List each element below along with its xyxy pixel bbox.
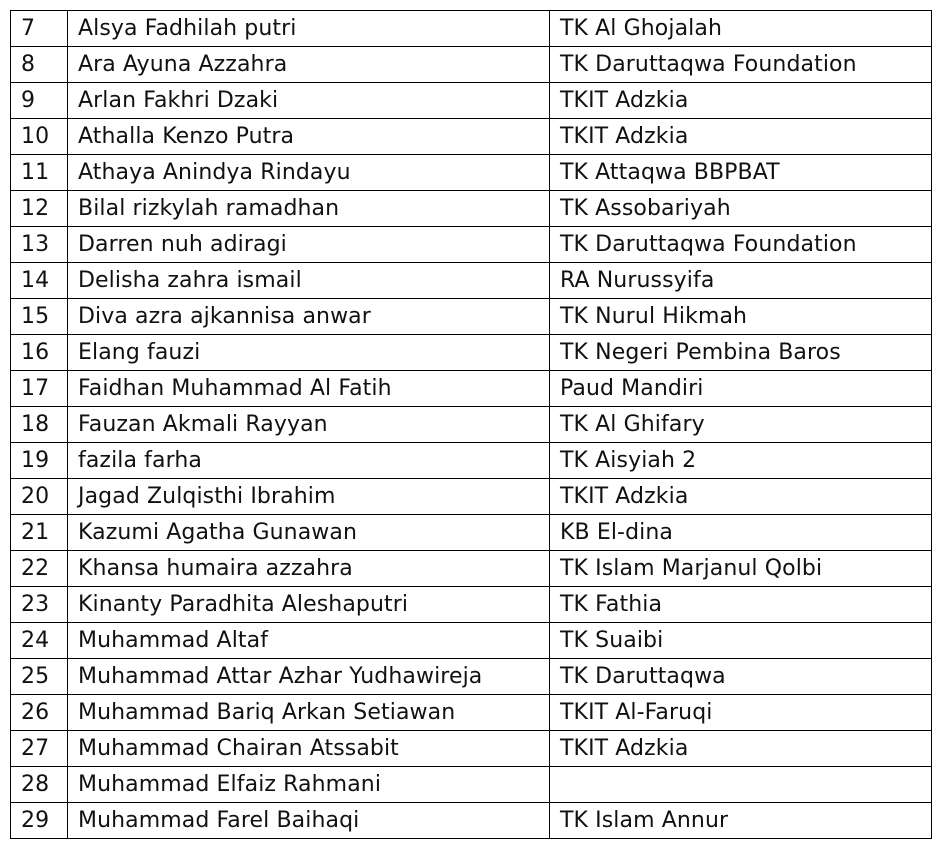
table-row: [11, 767, 932, 803]
participant-name: Kinanty Paradhita Aleshaputri: [68, 587, 550, 623]
school-name: TK Daruttaqwa Foundation: [550, 47, 932, 83]
participant-name: Darren nuh adiragi: [68, 227, 550, 263]
participant-name: Muhammad Farel Baihaqi: [68, 803, 550, 839]
school-name: TK Negeri Pembina Baros: [550, 335, 932, 371]
table-row: [11, 407, 932, 443]
row-number: 14: [11, 263, 68, 299]
table-row: [11, 731, 932, 767]
table-row: [11, 659, 932, 695]
school-name: TK Fathia: [550, 587, 932, 623]
participant-name: Bilal rizkylah ramadhan: [68, 191, 550, 227]
row-number: 19: [11, 443, 68, 479]
table-row: [11, 515, 932, 551]
school-name: TK Daruttaqwa Foundation: [550, 227, 932, 263]
participant-name: Kazumi Agatha Gunawan: [68, 515, 550, 551]
participant-name: Khansa humaira azzahra: [68, 551, 550, 587]
participant-name: Muhammad Attar Azhar Yudhawireja: [68, 659, 550, 695]
row-number: 20: [11, 479, 68, 515]
row-number: 8: [11, 47, 68, 83]
participant-name: Alsya Fadhilah putri: [68, 11, 550, 47]
row-number: 22: [11, 551, 68, 587]
school-name: TK Al Ghojalah: [550, 11, 932, 47]
table-row: [11, 299, 932, 335]
row-number: 26: [11, 695, 68, 731]
table-row: [11, 443, 932, 479]
table-row: [11, 155, 932, 191]
row-number: 17: [11, 371, 68, 407]
school-name: TKIT Adzkia: [550, 479, 932, 515]
row-number: 7: [11, 11, 68, 47]
school-name: [550, 767, 932, 803]
school-name: TK Al Ghifary: [550, 407, 932, 443]
school-name: TK Assobariyah: [550, 191, 932, 227]
row-number: 13: [11, 227, 68, 263]
table-row: [11, 551, 932, 587]
participant-name: Diva azra ajkannisa anwar: [68, 299, 550, 335]
row-number: 29: [11, 803, 68, 839]
school-name: TK Aisyiah 2: [550, 443, 932, 479]
participant-name: Muhammad Chairan Atssabit: [68, 731, 550, 767]
row-number: 16: [11, 335, 68, 371]
row-number: 15: [11, 299, 68, 335]
school-name: RA Nurussyifa: [550, 263, 932, 299]
school-name: TK Islam Marjanul Qolbi: [550, 551, 932, 587]
table-row: [11, 191, 932, 227]
school-name: TK Attaqwa BBPBAT: [550, 155, 932, 191]
row-number: 24: [11, 623, 68, 659]
school-name: TKIT Adzkia: [550, 83, 932, 119]
row-number: 12: [11, 191, 68, 227]
participant-name: Muhammad Altaf: [68, 623, 550, 659]
table-row: [11, 11, 932, 47]
row-number: 10: [11, 119, 68, 155]
school-name: TK Nurul Hikmah: [550, 299, 932, 335]
school-name: TK Islam Annur: [550, 803, 932, 839]
school-name: Paud Mandiri: [550, 371, 932, 407]
table-row: [11, 227, 932, 263]
school-name: TKIT Adzkia: [550, 731, 932, 767]
participant-name: Fauzan Akmali Rayyan: [68, 407, 550, 443]
participant-name: Athalla Kenzo Putra: [68, 119, 550, 155]
participant-table-body: [11, 11, 932, 839]
table-row: [11, 803, 932, 839]
row-number: 27: [11, 731, 68, 767]
row-number: 23: [11, 587, 68, 623]
school-name: TKIT Adzkia: [550, 119, 932, 155]
table-row: [11, 695, 932, 731]
row-number: 18: [11, 407, 68, 443]
table-row: [11, 335, 932, 371]
table-row: [11, 623, 932, 659]
row-number: 11: [11, 155, 68, 191]
row-number: 25: [11, 659, 68, 695]
row-number: 28: [11, 767, 68, 803]
table-row: [11, 263, 932, 299]
table-row: [11, 371, 932, 407]
participant-name: Muhammad Bariq Arkan Setiawan: [68, 695, 550, 731]
school-name: TK Daruttaqwa: [550, 659, 932, 695]
participant-name: Faidhan Muhammad Al Fatih: [68, 371, 550, 407]
participant-name: fazila farha: [68, 443, 550, 479]
participant-name: Delisha zahra ismail: [68, 263, 550, 299]
row-number: 9: [11, 83, 68, 119]
school-name: TKIT Al-Faruqi: [550, 695, 932, 731]
participant-name: Jagad Zulqisthi Ibrahim: [68, 479, 550, 515]
participant-name: Ara Ayuna Azzahra: [68, 47, 550, 83]
participant-name: Elang fauzi: [68, 335, 550, 371]
participant-name: Athaya Anindya Rindayu: [68, 155, 550, 191]
table-row: [11, 47, 932, 83]
participant-name: Muhammad Elfaiz Rahmani: [68, 767, 550, 803]
participant-table: [10, 10, 932, 839]
table-row: [11, 83, 932, 119]
school-name: KB El-dina: [550, 515, 932, 551]
table-row: [11, 119, 932, 155]
school-name: TK Suaibi: [550, 623, 932, 659]
participant-name: Arlan Fakhri Dzaki: [68, 83, 550, 119]
table-row: [11, 587, 932, 623]
row-number: 21: [11, 515, 68, 551]
table-row: [11, 479, 932, 515]
